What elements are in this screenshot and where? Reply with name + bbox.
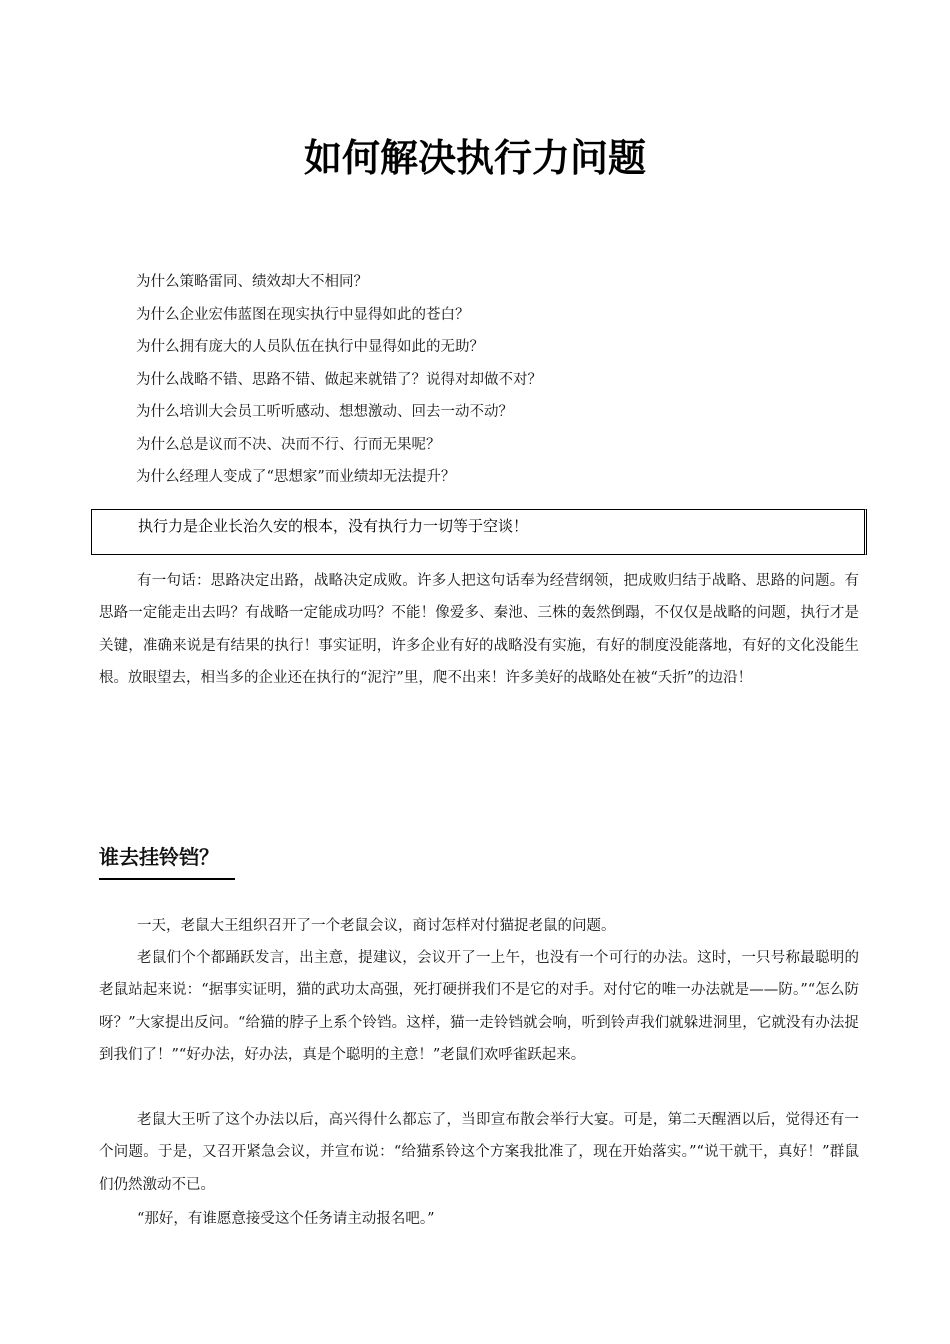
callout-box [91,509,867,555]
callout-text: 执行力是企业长治久安的根本，没有执行力一切等于空谈！ [138,517,529,535]
story-paragraph: 老鼠们个个都踊跃发言，出主意，提建议，会议开了一上午，也没有一个可行的办法。这时，一只号称最聪明的老鼠站起来说：“据事实证明，猫的武功太高强，死打硬拼我们不是它的对手。对付它的唯一办法就是——防。”“怎么防呀？”大家提出反问。“给猫的脖子上系个铃铛。这样，猫一走铃铛就会响，听到铃声我们就躲进洞里，它就没有办法捉到我们了！”“好办法，好办法，真是个聪明的主意！”老鼠们欢呼雀跃起来。 [99,950,859,1064]
question-item: 为什么策略雷同、绩效却大不相同？ [136,274,368,290]
question-list [136,266,876,494]
story-paragraph: 老鼠大王听了这个办法以后，高兴得什么都忘了，当即宣布散会举行大宴。可是，第二天醒酒以后，觉得还有一个问题。于是，又召开紧急会议，并宣布说：“给猫系铃这个方案我批准了，现在开始落实。”“说干就干，真好！”群鼠们仍然激动不已。 [99,1112,859,1193]
question-item: 为什么总是议而不决、决而不行、行而无果呢？ [136,436,441,453]
page-title: 如何解决执行力问题 [303,136,646,180]
question-item: 为什么企业宏伟蓝图在现实执行中显得如此的苍白？ [136,306,470,323]
story-paragraph: “那好，有谁愿意接受这个任务请主动报名吧。” [137,1211,435,1227]
section-heading: 谁去挂铃铛？ [99,842,235,880]
question-item: 为什么战略不错、思路不错、做起来就错了？说得对却做不对？ [136,371,542,388]
question-item: 为什么拥有庞大的人员队伍在执行中显得如此的无助？ [136,339,484,355]
question-item: 为什么经理人变成了“思想家”而业绩却无法提升？ [136,469,456,485]
question-item: 为什么培训大会员工听听感动、想想激动、回去一动不动？ [136,404,513,420]
intro-paragraph: 有一句话：思路决定出路，战略决定成败。许多人把这句话奉为经营纲领，把成败归结于战略、思路的问题。有思路一定能走出去吗？有战略一定能成功吗？不能！像爱多、秦池、三株的轰然倒蹋，不仅仅是战略的问题，执行才是关键，准确来说是有结果的执行！事实证明，许多企业有好的战略没有实施，有好的制度没能落地，有好的文化没能生根。放眼望去，相当多的企业还在执行的“泥泞”里，爬不出来！许多美好的战略处在被“夭折”的边沿！ [99,573,859,687]
story-paragraph: 一天，老鼠大王组织召开了一个老鼠会议，商讨怎样对付猫捉老鼠的问题。 [137,918,616,934]
